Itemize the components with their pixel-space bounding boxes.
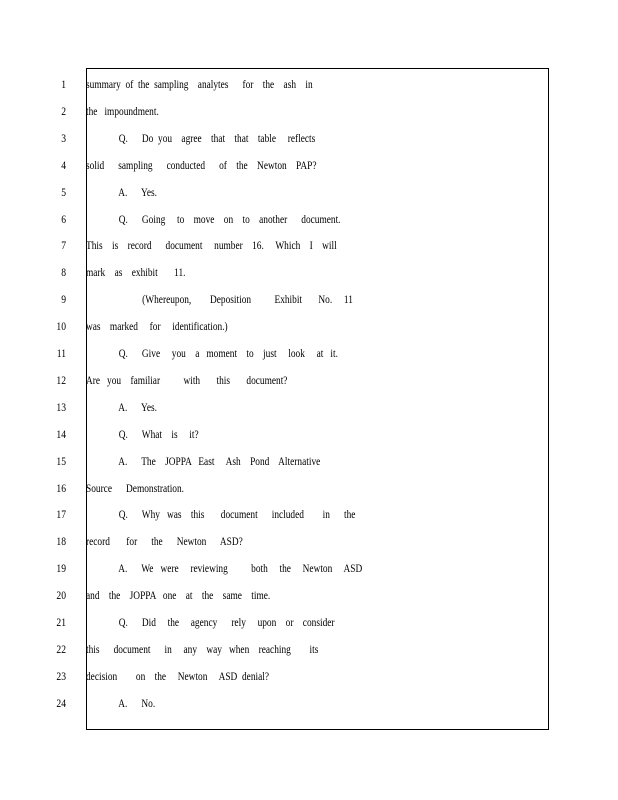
- line-number: 12: [56, 372, 66, 387]
- line-text: Q. Do you agree that that table reflects: [86, 130, 316, 145]
- transcript-line: [0, 451, 618, 471]
- transcript-line: [0, 155, 618, 175]
- line-text: and the JOPPA one at the same time.: [86, 588, 271, 603]
- transcript-line: [0, 612, 618, 632]
- line-text: summary of the sampling analytes for the ash in: [86, 77, 313, 91]
- transcript-line: [0, 209, 618, 229]
- line-number: 10: [56, 319, 66, 334]
- transcript-line: [0, 666, 618, 686]
- transcript-line: [0, 424, 618, 444]
- transcript-line: [0, 316, 618, 336]
- transcript-line: [0, 639, 618, 659]
- line-text: this document in any way when reaching its: [86, 641, 319, 656]
- line-text: A. The JOPPA East Ash Pond Alternative: [86, 453, 321, 468]
- transcript-line: [0, 531, 618, 551]
- line-text: record for the Newton ASD?: [86, 534, 243, 549]
- transcript-line: [0, 182, 618, 202]
- line-number: 14: [56, 426, 66, 441]
- transcript-line: [0, 128, 618, 148]
- transcript-line: [0, 235, 618, 255]
- transcript-line: [0, 397, 618, 417]
- line-number: 24: [56, 695, 66, 710]
- line-number: 3: [61, 130, 66, 145]
- transcript-line: [0, 558, 618, 578]
- transcript-line: [0, 370, 618, 390]
- line-text: A. Yes.: [86, 399, 158, 414]
- line-text: A. We were reviewing both the Newton ASD: [86, 561, 363, 576]
- line-text: Source Demonstration.: [86, 480, 185, 495]
- line-text: This is record document number 16. Which I will: [86, 238, 337, 253]
- line-number: 9: [61, 292, 66, 307]
- line-text: Q. Did the agency rely upon or consider: [86, 615, 335, 629]
- line-number: 20: [56, 588, 66, 603]
- line-text: decision on the Newton ASD denial?: [86, 668, 270, 683]
- line-text: Q. Give you a moment to just look at it.: [86, 346, 338, 360]
- transcript-line: [0, 693, 618, 713]
- line-number: 18: [56, 534, 66, 549]
- line-number: 11: [56, 346, 66, 360]
- transcript-line: [0, 74, 618, 94]
- line-text: mark as exhibit 11.: [86, 265, 186, 280]
- line-number: 8: [61, 265, 66, 280]
- line-text: A. No.: [86, 695, 156, 710]
- line-number: 23: [56, 668, 66, 683]
- transcript-line: [0, 289, 618, 309]
- transcript-line: [0, 343, 618, 363]
- line-text: Q. Going to move on to another document.: [86, 211, 341, 226]
- line-number: 7: [61, 238, 66, 253]
- line-number: 22: [56, 641, 66, 656]
- line-text: the impoundment.: [86, 103, 159, 118]
- line-number: 13: [56, 399, 66, 414]
- transcript-line: [0, 262, 618, 282]
- line-number: 6: [61, 211, 66, 226]
- line-number: 19: [56, 561, 66, 576]
- line-number: 5: [61, 184, 66, 199]
- line-number: 16: [56, 480, 66, 495]
- line-number: 4: [61, 157, 66, 172]
- line-number: 15: [56, 453, 66, 468]
- line-number: 17: [56, 507, 66, 522]
- transcript-line: [0, 504, 618, 524]
- line-text: solid sampling conducted of the Newton PAP?: [86, 157, 317, 172]
- line-text: Q. What is it?: [86, 426, 199, 441]
- line-text: Are you familiar with this document?: [86, 372, 288, 387]
- transcript-line: [0, 478, 618, 498]
- line-number: 21: [56, 615, 66, 629]
- line-text: A. Yes.: [86, 184, 158, 199]
- line-number: 2: [61, 103, 66, 118]
- line-number: 1: [61, 77, 66, 91]
- line-text: was marked for identification.): [86, 319, 228, 334]
- transcript-line: [0, 585, 618, 605]
- transcript-line: [0, 101, 618, 121]
- line-text: Q. Why was this document included in the: [86, 507, 356, 522]
- line-text: (Whereupon, Deposition Exhibit No. 11: [86, 292, 353, 307]
